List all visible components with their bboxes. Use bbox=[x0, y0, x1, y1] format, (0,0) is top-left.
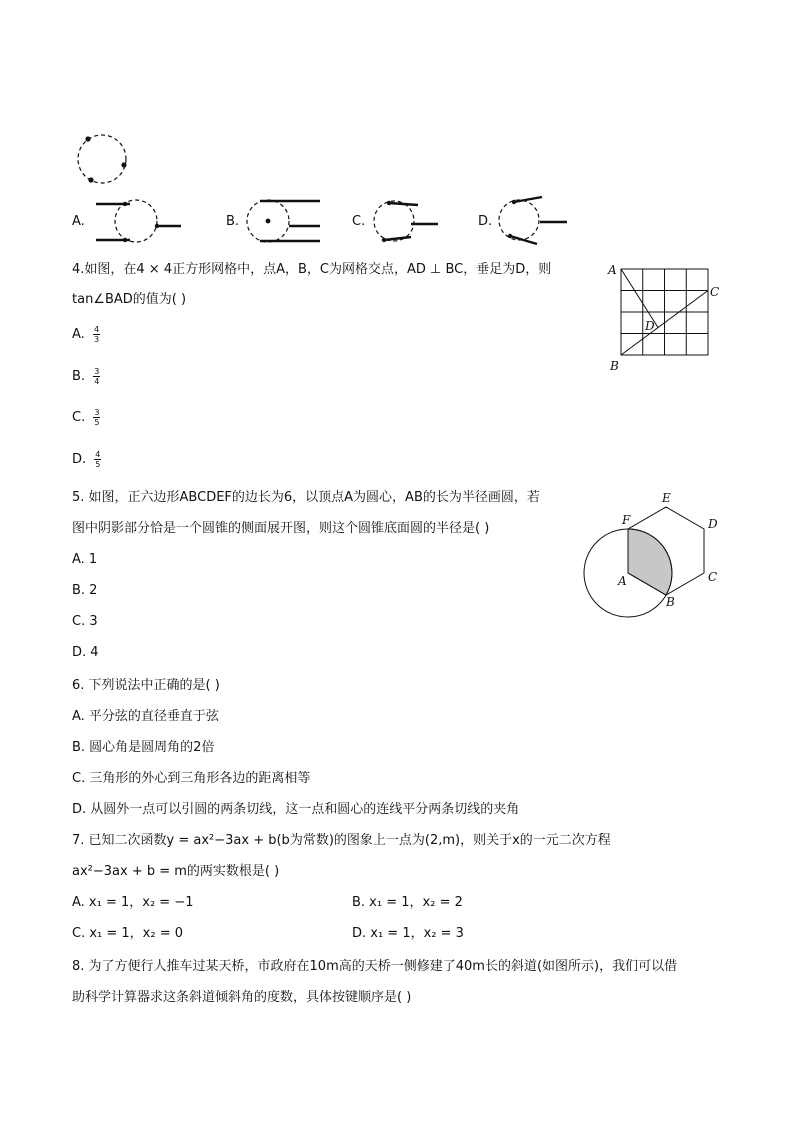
point-label-d: D bbox=[645, 319, 655, 333]
point-label-a: A bbox=[608, 263, 617, 277]
point-label-b: B bbox=[610, 359, 619, 373]
fraction-denominator: 5 bbox=[95, 460, 101, 469]
fraction-numerator: 3 bbox=[94, 408, 100, 417]
point-label-f: F bbox=[622, 513, 631, 527]
q8-stem-line1: 8. 为了方便行人推车过某天桥，市政府在10m高的天桥一侧修建了40m长的斜道(如图所示)，我们可以借 bbox=[72, 959, 678, 974]
q7-stem-line2: ax²−3ax + b = m的两实数根是( ) bbox=[72, 864, 280, 879]
q7-option-c: C. x₁ = 1，x₂ = 0 bbox=[72, 926, 184, 941]
point-label-c: C bbox=[710, 285, 720, 299]
q5-option-c: C. 3 bbox=[72, 614, 98, 629]
fraction-numerator: 4 bbox=[95, 450, 101, 459]
q4-stem-line2: tan∠BAD的值为( ) bbox=[72, 292, 187, 307]
q4-number: 4. bbox=[72, 262, 85, 277]
q3-option-c-label: C. bbox=[352, 214, 366, 229]
q6-option-b: B. 圆心角是圆周角的2倍 bbox=[72, 740, 215, 755]
q7-option-a: A. x₁ = 1，x₂ = −1 bbox=[72, 895, 194, 910]
fraction-denominator: 4 bbox=[94, 377, 100, 386]
q6-option-a: A. 平分弦的直径垂直于弦 bbox=[72, 709, 219, 724]
q8-stem-line2: 助科学计算器求这条斜道倾斜角的度数，具体按键顺序是( ) bbox=[72, 990, 412, 1005]
q3-option-a-label: A. bbox=[72, 214, 85, 229]
q4-stem-text: 如图，在4 × 4正方形网格中，点A，B，C为网格交点，AD ⊥ BC，垂足为D，则 bbox=[84, 262, 552, 277]
shaded-sector bbox=[628, 529, 672, 595]
q4-option-d-label: D. bbox=[72, 452, 87, 467]
point-label-c: C bbox=[708, 570, 718, 584]
point-label-d: D bbox=[708, 517, 718, 531]
q4-option-b-label: B. bbox=[72, 369, 86, 384]
q5-option-b: B. 2 bbox=[72, 583, 98, 598]
point-label-b: B bbox=[666, 595, 675, 609]
q7-stem-line1: 7. 已知二次函数y = ax²−3ax + b(b为常数)的图象上一点为(2,m)，则关于x的一元二次方程 bbox=[72, 833, 611, 848]
fraction-numerator: 3 bbox=[94, 367, 100, 376]
fraction-numerator: 4 bbox=[93, 325, 100, 334]
fraction-denominator: 3 bbox=[93, 335, 100, 344]
q3-option-b-label: B. bbox=[226, 214, 240, 229]
q6-option-c: C. 三角形的外心到三角形各边的距离相等 bbox=[72, 771, 311, 786]
q4-option-c-label: C. bbox=[72, 410, 86, 425]
q5-option-a: A. 1 bbox=[72, 552, 98, 567]
q5-stem-line2: 图中阴影部分恰是一个圆锥的侧面展开图，则这个圆锥底面圆的半径是( ) bbox=[72, 521, 490, 536]
point-label-e: E bbox=[662, 491, 671, 505]
q4-option-a-label: A. bbox=[72, 327, 85, 342]
point-label-a: A bbox=[618, 574, 627, 588]
q5-option-d: D. 4 bbox=[72, 645, 99, 660]
q6-option-d: D. 从圆外一点可以引圆的两条切线，这一点和圆心的连线平分两条切线的夹角 bbox=[72, 802, 520, 817]
q6-stem: 6. 下列说法中正确的是( ) bbox=[72, 678, 220, 693]
fraction-denominator: 5 bbox=[94, 418, 100, 427]
q5-stem-line1: 5. 如图，正六边形ABCDEF的边长为6，以顶点A为圆心，AB的长为半径画圆，若 bbox=[72, 490, 540, 505]
q3-option-d-label: D. bbox=[478, 214, 493, 229]
q7-option-d: D. x₁ = 1，x₂ = 3 bbox=[352, 926, 464, 941]
q7-option-b: B. x₁ = 1，x₂ = 2 bbox=[352, 895, 463, 910]
